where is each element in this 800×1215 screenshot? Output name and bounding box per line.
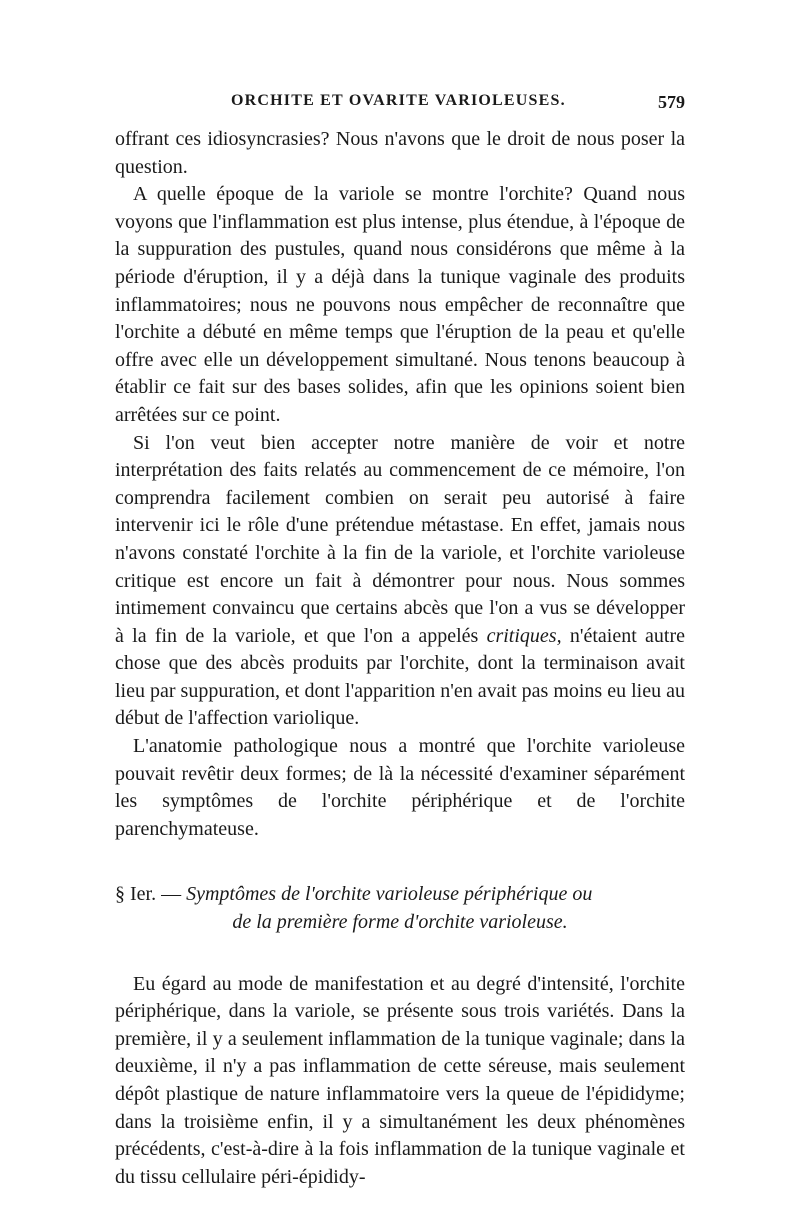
section-heading	[115, 881, 685, 936]
section-title-part-1: Symptômes de l'orchite varioleuse périphérique ou	[186, 883, 593, 906]
paragraph-metastase	[115, 430, 685, 734]
running-title: ORCHITE ET OVARITE VARIOLEUSES.	[231, 92, 566, 109]
italic-critiques: critiques,	[486, 624, 562, 647]
paragraph-varietes: Eu égard au mode de manifestation et au degré d'intensité, l'orchite périphérique, dans la variole, se présente sous trois variétés. Dans la première, il y a seulement inflammation de la tunique vaginale; dans la deuxième, il n'y a pas inflammation de cette séreuse, mais seulement dépôt plastique de nature inflammatoire vers la queue de l'épididyme; dans la troisième enfin, il y a simultanément les deux phénomènes précédents, c'est-à-dire à la fois inflammation de la tunique vaginale et du tissu cellulaire péri-épididy-	[115, 972, 685, 1188]
page-number: 579	[658, 92, 685, 112]
section-heading-line-1	[115, 881, 685, 909]
body-text	[115, 126, 685, 1191]
paragraph-metastase-text-2: n'étaient autre chose que des abcès produits par l'orchite, dont la terminaison avait lieu par suppuration, et dont l'apparition n'en avait pas moins eu lieu au début de l'affection variolique.	[115, 624, 685, 730]
paragraph-epoque: A quelle époque de la variole se montre l'orchite? Quand nous voyons que l'inflammation est plus intense, plus étendue, à l'époque de la suppuration des pustules, quand nous considérons que même à la période d'éruption, il y a déjà dans la tunique vaginale des produits inflammatoires; nous ne pouvons nous empêcher de reconnaître que l'orchite a débuté en même temps que l'éruption de la peau et qu'elle offre avec elle un développement simultané. Nous tenons beaucoup à établir ce fait sur des bases solides, afin que les opinions soient bien arrêtées sur ce point.	[115, 183, 685, 426]
paragraph-anatomie: L'anatomie pathologique nous a montré que l'orchite varioleuse pouvait revêtir deux formes; de là la nécessité d'examiner séparément les symptômes de l'orchite périphérique et de l'orchite parenchymateuse.	[115, 735, 685, 840]
section-mark: § Ier. —	[115, 883, 182, 906]
paragraph-continued: offrant ces idiosyncrasies? Nous n'avons que le droit de nous poser la question.	[115, 128, 685, 178]
paragraph-metastase-text-1: Si l'on veut bien accepter notre manière de voir et notre interprétation des faits relatés au commencement de ce mémoire, l'on comprendra facilement combien on serait peu autorisé à faire intervenir ici le rôle d'une prétendue métastase. En effet, jamais nous n'avons constaté l'orchite à la fin de la variole, et l'orchite varioleuse critique est encore un fait à démontrer pour nous. Nous sommes intimement convaincu que certains abcès que l'on a vus se développer à la fin de la variole, et que l'on a appelés	[115, 431, 685, 647]
page-header	[115, 92, 685, 116]
section-title-part-2: de la première forme d'orchite varioleuse.	[232, 911, 568, 934]
